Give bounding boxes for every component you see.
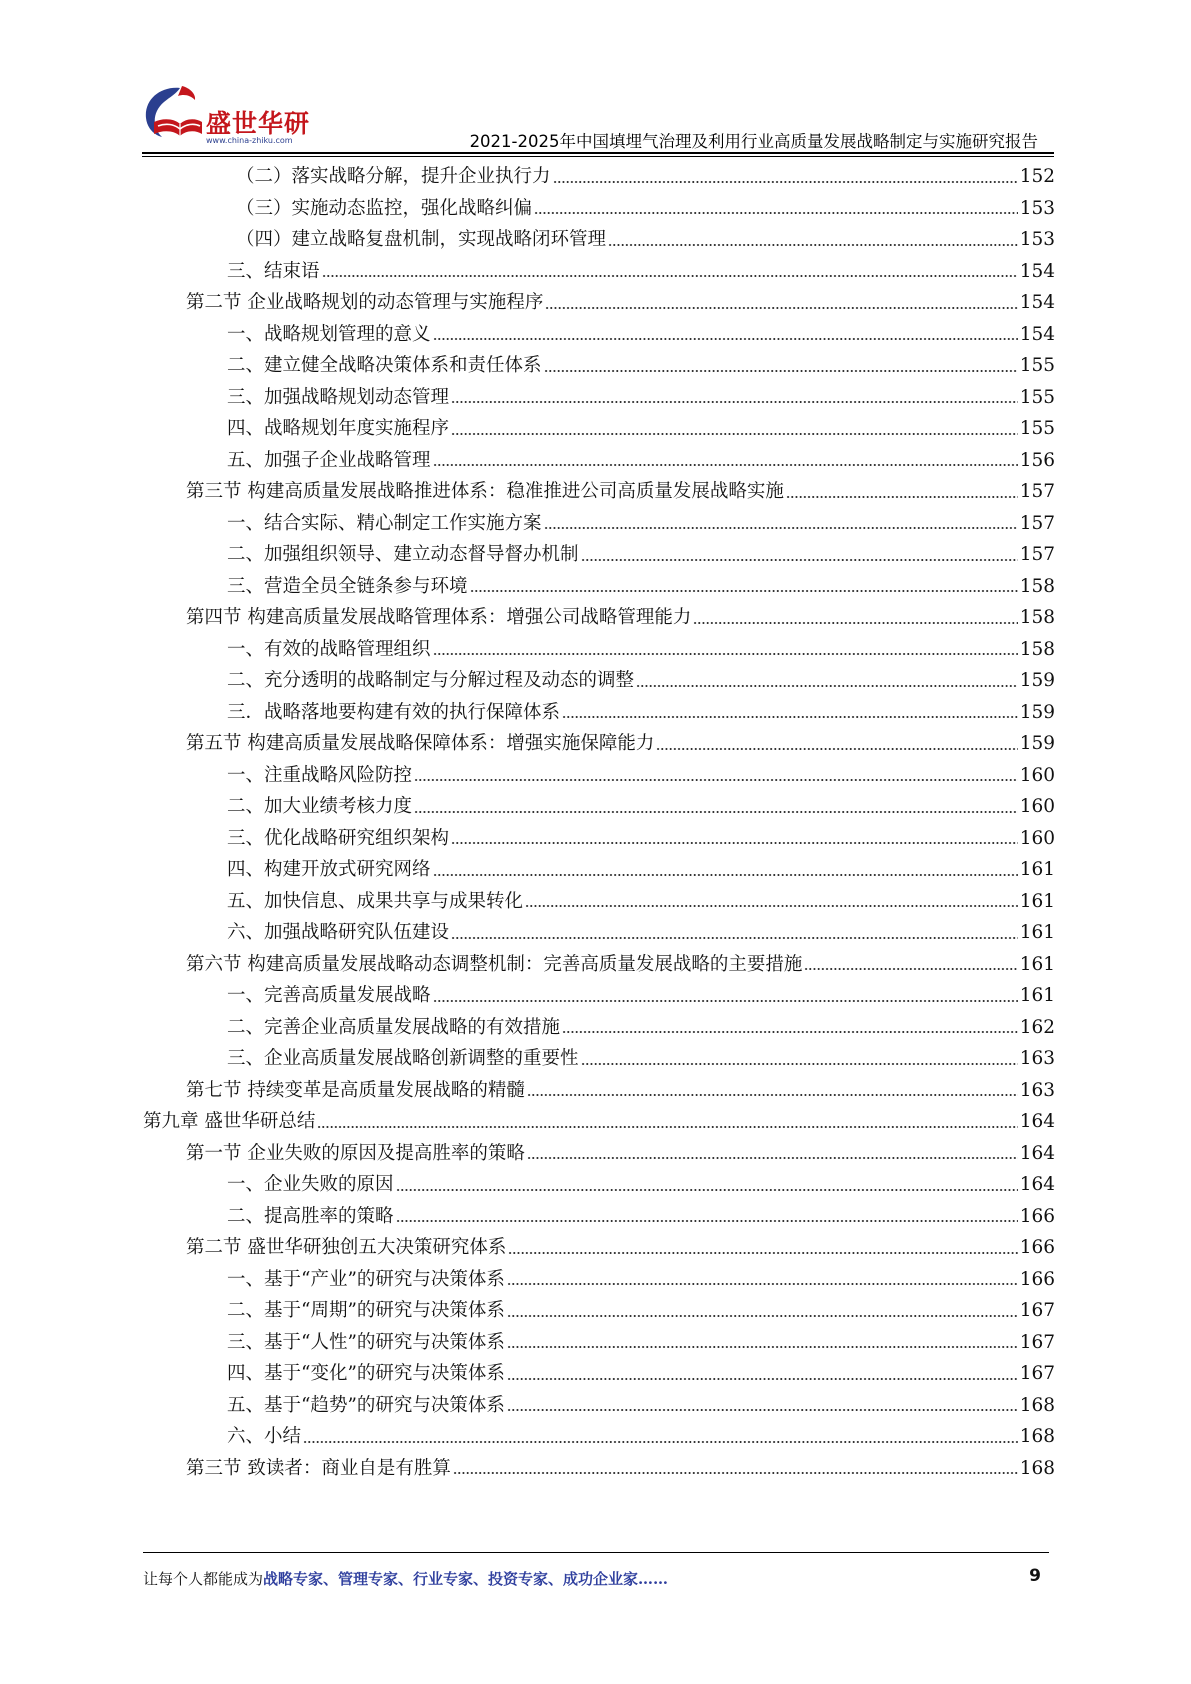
toc-entry-page: 166 <box>1019 1205 1055 1227</box>
toc-entry-page: 161 <box>1019 985 1055 1006</box>
toc-entry-label: 三、营造全员全链条参与环境 <box>227 575 468 597</box>
toc-entry-page: 166 <box>1019 1237 1055 1258</box>
toc-entry-page: 160 <box>1019 827 1055 849</box>
toc-entry-label: 第二节 企业战略规划的动态管理与实施程序 <box>186 292 544 313</box>
toc-entry-label: 一、企业失败的原因 <box>227 1174 394 1195</box>
toc-entry-page: 168 <box>1019 1426 1055 1447</box>
toc-entry-page: 158 <box>1019 607 1055 628</box>
toc-entry[interactable] <box>0 602 1191 634</box>
toc-leader-dots <box>453 1469 1018 1477</box>
toc-entry-label: 一、战略规划管理的意义 <box>227 323 431 345</box>
toc-entry-page: 164 <box>1019 1174 1055 1195</box>
toc-entry[interactable] <box>0 350 1191 382</box>
toc-entry-page: 168 <box>1019 1394 1055 1416</box>
toc-entry-label: 第六节 构建高质量发展战略动态调整机制：完善高质量发展战略的主要措施 <box>186 953 803 975</box>
toc-leader-dots <box>396 1217 1018 1225</box>
toc-entry-label: 三、基于“人性”的研究与决策体系 <box>227 1331 505 1353</box>
toc-entry[interactable] <box>0 823 1191 855</box>
toc-entry[interactable] <box>0 697 1191 729</box>
toc-leader-dots <box>562 1028 1018 1036</box>
toc-leader-dots <box>322 272 1018 280</box>
toc-leader-dots <box>507 1406 1018 1414</box>
toc-entry-page: 154 <box>1019 292 1055 313</box>
toc-leader-dots <box>693 619 1017 627</box>
toc-entry-page: 159 <box>1019 733 1055 754</box>
toc-entry-label: 五、基于“趋势”的研究与决策体系 <box>227 1394 505 1416</box>
toc-entry-page: 157 <box>1019 481 1055 502</box>
logo-url: www.china-zhiku.com <box>206 136 293 145</box>
toc-entry-label: 第七节 持续变革是高质量发展战略的精髓 <box>186 1079 525 1101</box>
toc-entry[interactable] <box>0 949 1191 981</box>
toc-entry-label: 二、加强组织领导、建立动态督导督办机制 <box>227 544 579 565</box>
toc-entry-label: 六、小结 <box>227 1426 302 1447</box>
page-number: 9 <box>1029 1566 1041 1586</box>
toc-entry-label: 四、构建开放式研究网络 <box>227 859 431 880</box>
toc-leader-dots <box>786 493 1018 501</box>
toc-leader-dots <box>451 430 1018 438</box>
toc-entry[interactable] <box>0 476 1191 508</box>
toc-entry-page: 166 <box>1019 1268 1055 1290</box>
toc-entry[interactable] <box>0 1169 1191 1201</box>
toc-leader-dots <box>581 1060 1018 1068</box>
toc-entry-label: 二、加大业绩考核力度 <box>227 796 413 817</box>
toc-entry[interactable] <box>0 413 1191 445</box>
toc-entry[interactable] <box>0 917 1191 949</box>
toc-entry-label: 第四节 构建高质量发展战略管理体系：增强公司战略管理能力 <box>186 607 692 628</box>
table-of-contents <box>0 161 1191 1484</box>
toc-entry-page: 160 <box>1019 764 1055 786</box>
toc-leader-dots <box>507 1280 1018 1288</box>
toc-leader-dots <box>507 1343 1018 1351</box>
toc-entry[interactable] <box>0 1043 1191 1075</box>
toc-leader-dots <box>451 398 1018 406</box>
company-logo <box>140 82 320 154</box>
toc-entry-label: 三、加强战略规划动态管理 <box>227 386 450 408</box>
toc-leader-dots <box>527 1091 1018 1099</box>
toc-entry-page: 154 <box>1019 260 1055 282</box>
toc-leader-dots <box>433 461 1018 469</box>
report-title: 2021-2025年中国填埋气治理及利用行业高质量发展战略制定与实施研究报告 <box>469 132 1038 151</box>
toc-entry[interactable] <box>0 1295 1191 1327</box>
toc-entry-label: 二、提高胜率的策略 <box>227 1205 394 1227</box>
toc-leader-dots <box>433 871 1018 879</box>
toc-entry[interactable] <box>0 319 1191 351</box>
toc-leader-dots <box>534 209 1018 217</box>
logo-emblem-icon <box>140 82 210 144</box>
toc-entry-label: 二、完善企业高质量发展战略的有效措施 <box>227 1016 561 1038</box>
toc-entry-page: 155 <box>1019 386 1055 408</box>
toc-entry-label: 第一节 企业失败的原因及提高胜率的策略 <box>186 1142 525 1164</box>
footer-slogan <box>143 1568 668 1589</box>
toc-leader-dots <box>303 1438 1018 1446</box>
toc-entry-page: 159 <box>1019 701 1055 723</box>
toc-leader-dots <box>433 997 1018 1005</box>
toc-leader-dots <box>545 304 1017 312</box>
toc-leader-dots <box>656 745 1017 753</box>
toc-entry-page: 168 <box>1019 1457 1055 1479</box>
toc-entry-label: 一、注重战略风险防控 <box>227 764 413 786</box>
header-divider-thin <box>142 156 1054 157</box>
toc-leader-dots <box>414 808 1018 816</box>
toc-entry-page: 167 <box>1019 1363 1055 1384</box>
toc-entry-label: 三、企业高质量发展战略创新调整的重要性 <box>227 1048 579 1069</box>
toc-entry-page: 152 <box>1019 166 1055 187</box>
toc-entry[interactable] <box>0 224 1191 256</box>
toc-entry-page: 163 <box>1019 1048 1055 1069</box>
toc-entry[interactable] <box>0 445 1191 477</box>
toc-entry-label: 三．战略落地要构建有效的执行保障体系 <box>227 701 561 723</box>
toc-leader-dots <box>451 839 1018 847</box>
toc-entry-label: 一、完善高质量发展战略 <box>227 985 431 1006</box>
toc-entry-label: 五、加强子企业战略管理 <box>227 449 431 471</box>
toc-leader-dots <box>317 1123 1017 1131</box>
toc-entry-page: 153 <box>1019 197 1055 219</box>
toc-entry-label: 一、基于“产业”的研究与决策体系 <box>227 1268 505 1290</box>
toc-leader-dots <box>527 1154 1018 1162</box>
toc-entry-page: 156 <box>1019 449 1055 471</box>
toc-entry[interactable] <box>0 980 1191 1012</box>
toc-leader-dots <box>433 335 1018 343</box>
header-divider <box>142 152 1054 154</box>
toc-entry-label: 三、结束语 <box>227 260 320 282</box>
toc-entry-label: 第三节 致读者：商业自是有胜算 <box>186 1457 451 1479</box>
toc-entry-page: 163 <box>1019 1079 1055 1101</box>
toc-entry-page: 155 <box>1019 418 1055 439</box>
toc-entry[interactable] <box>0 634 1191 666</box>
toc-entry-label: 五、加快信息、成果共享与成果转化 <box>227 890 524 912</box>
toc-entry-page: 167 <box>1019 1300 1055 1321</box>
toc-entry[interactable] <box>0 760 1191 792</box>
toc-entry-page: 157 <box>1019 512 1055 534</box>
toc-leader-dots <box>562 713 1018 721</box>
toc-leader-dots <box>525 902 1018 910</box>
toc-entry-page: 161 <box>1019 953 1055 975</box>
toc-leader-dots <box>451 934 1018 942</box>
toc-entry-page: 158 <box>1019 575 1055 597</box>
toc-entry-page: 164 <box>1019 1111 1055 1132</box>
toc-entry[interactable] <box>0 1264 1191 1296</box>
toc-entry-label: 四、基于“变化”的研究与决策体系 <box>227 1363 505 1384</box>
toc-entry-label: （二）落实战略分解，提升企业执行力 <box>236 166 551 187</box>
toc-leader-dots <box>804 965 1017 973</box>
toc-leader-dots <box>544 524 1018 532</box>
toc-entry-label: 二、建立健全战略决策体系和责任体系 <box>227 355 542 376</box>
toc-entry[interactable] <box>0 1201 1191 1233</box>
toc-entry-page: 161 <box>1019 890 1055 912</box>
toc-entry-label: 第九章 盛世华研总结 <box>143 1111 316 1132</box>
toc-entry-page: 161 <box>1019 859 1055 880</box>
toc-entry[interactable] <box>0 1390 1191 1422</box>
slogan-prefix: 让每个人都能成为 <box>143 1570 264 1588</box>
toc-entry[interactable] <box>0 1138 1191 1170</box>
toc-entry[interactable] <box>0 382 1191 414</box>
logo-name: 盛世华研 <box>206 109 311 138</box>
toc-entry[interactable] <box>0 161 1191 193</box>
toc-entry-label: 四、战略规划年度实施程序 <box>227 418 450 439</box>
toc-entry-page: 167 <box>1019 1331 1055 1353</box>
toc-entry[interactable] <box>0 1012 1191 1044</box>
toc-entry-label: 第五节 构建高质量发展战略保障体系：增强实施保障能力 <box>186 733 655 754</box>
toc-leader-dots <box>508 1249 1017 1257</box>
toc-leader-dots <box>507 1375 1018 1383</box>
toc-leader-dots <box>544 367 1018 375</box>
toc-entry-label: 第二节 盛世华研独创五大决策研究体系 <box>186 1237 507 1258</box>
toc-entry-page: 155 <box>1019 355 1055 376</box>
toc-entry[interactable] <box>0 571 1191 603</box>
slogan-highlight: 战略专家、管理专家、行业专家、投资专家、成功企业家…… <box>263 1570 669 1588</box>
toc-leader-dots <box>433 650 1018 658</box>
toc-entry-label: 二、充分透明的战略制定与分解过程及动态的调整 <box>227 670 635 691</box>
toc-entry-label: （四）建立战略复盘机制，实现战略闭环管理 <box>236 229 607 250</box>
toc-entry[interactable] <box>0 1075 1191 1107</box>
toc-leader-dots <box>581 556 1018 564</box>
toc-leader-dots <box>608 241 1018 249</box>
toc-entry[interactable] <box>0 508 1191 540</box>
toc-entry-page: 158 <box>1019 638 1055 660</box>
toc-entry[interactable] <box>0 193 1191 225</box>
toc-entry-page: 153 <box>1019 229 1055 250</box>
toc-entry-page: 154 <box>1019 323 1055 345</box>
toc-entry-page: 159 <box>1019 670 1055 691</box>
toc-entry[interactable] <box>0 1421 1191 1453</box>
toc-entry-label: 二、基于“周期”的研究与决策体系 <box>227 1300 505 1321</box>
toc-leader-dots <box>636 682 1018 690</box>
toc-entry[interactable] <box>0 1232 1191 1264</box>
toc-entry-label: 一、有效的战略管理组织 <box>227 638 431 660</box>
toc-leader-dots <box>396 1186 1018 1194</box>
toc-entry-label: 三、优化战略研究组织架构 <box>227 827 450 849</box>
toc-leader-dots <box>414 776 1018 784</box>
toc-entry-page: 161 <box>1019 922 1055 943</box>
toc-entry[interactable] <box>0 287 1191 319</box>
toc-entry-label: 第三节 构建高质量发展战略推进体系：稳准推进公司高质量发展战略实施 <box>186 481 784 502</box>
toc-entry[interactable] <box>0 1106 1191 1138</box>
toc-entry[interactable] <box>0 886 1191 918</box>
toc-entry[interactable] <box>0 1327 1191 1359</box>
toc-leader-dots <box>470 587 1018 595</box>
toc-entry[interactable] <box>0 728 1191 760</box>
toc-entry[interactable] <box>0 1358 1191 1390</box>
page-header <box>0 0 1191 160</box>
toc-entry-page: 157 <box>1019 544 1055 565</box>
toc-entry-page: 160 <box>1019 796 1055 817</box>
toc-entry[interactable] <box>0 539 1191 571</box>
toc-entry[interactable] <box>0 256 1191 288</box>
toc-entry-label: 六、加强战略研究队伍建设 <box>227 922 450 943</box>
toc-entry[interactable] <box>0 791 1191 823</box>
toc-entry[interactable] <box>0 665 1191 697</box>
toc-entry-page: 162 <box>1019 1016 1055 1038</box>
toc-entry[interactable] <box>0 1453 1191 1485</box>
toc-leader-dots <box>553 178 1018 186</box>
toc-leader-dots <box>507 1312 1018 1320</box>
footer-divider <box>143 1552 1049 1553</box>
toc-entry-page: 164 <box>1019 1142 1055 1164</box>
toc-entry-label: 一、结合实际、精心制定工作实施方案 <box>227 512 542 534</box>
toc-entry[interactable] <box>0 854 1191 886</box>
toc-entry-label: （三）实施动态监控，强化战略纠偏 <box>236 197 533 219</box>
